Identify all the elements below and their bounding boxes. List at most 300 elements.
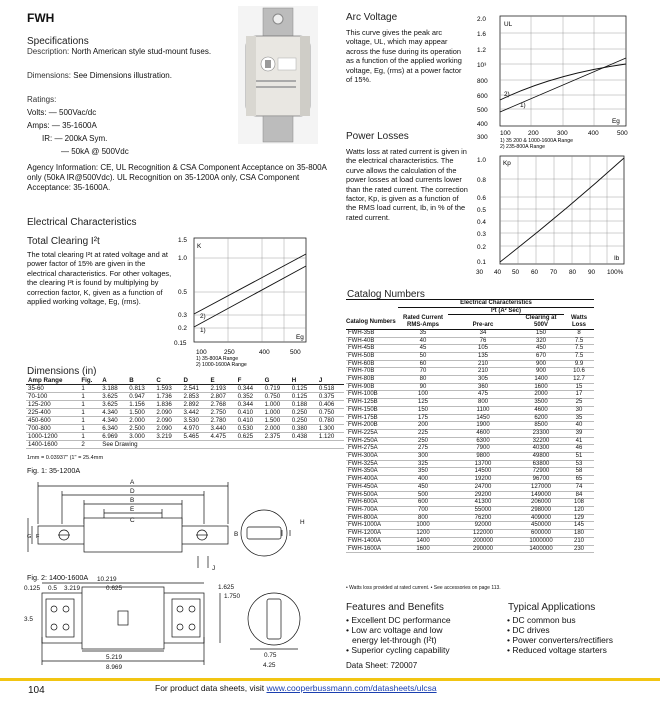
ul-xtick-500: 500 — [617, 130, 628, 137]
catalog-heading: Catalog Numbers — [347, 289, 425, 300]
fig1-caption: Fig. 1: 35-1200A — [27, 466, 81, 475]
rating-ir-dc: — 50kA @ 500Vdc — [61, 147, 129, 156]
dimension-cell: 3.440 — [210, 425, 226, 432]
feature-item: • Superior cycling capability — [346, 645, 450, 655]
catalog-cell: FWH-70B — [348, 368, 375, 375]
fig1-letter-e: E — [130, 506, 135, 513]
fig2-dim-5219: 5.219 — [106, 654, 122, 661]
catalog-cell: 250 — [417, 437, 428, 444]
dimension-cell: 0.719 — [264, 385, 281, 392]
dimension-cell: 125-200 — [28, 401, 51, 408]
catalog-cell: FWH-175B — [348, 414, 378, 421]
dimension-cell: 1.500 — [264, 417, 281, 424]
catalog-i2t-header: I²t (A² Sec) — [448, 307, 564, 315]
catalog-cell: 63800 — [532, 460, 550, 467]
catalog-row — [346, 399, 594, 407]
dimension-cell: 3.625 — [102, 393, 118, 400]
catalog-cell: FWH-90B — [348, 383, 375, 390]
dimension-cell: 1.736 — [156, 393, 172, 400]
fig2-dim-0125: 0.125 — [24, 585, 40, 592]
catalog-cell: 41300 — [474, 499, 492, 506]
kp-tick-1: 0.8 — [477, 177, 486, 184]
catalog-cell: 6200 — [534, 414, 548, 421]
fig2-dim-1750: 1.750 — [224, 593, 240, 600]
catalog-cell: FWH-80B — [348, 376, 375, 383]
kp-xtick-7: 100% — [607, 269, 624, 276]
catalog-cell: 129 — [573, 514, 584, 521]
dimension-cell: 3.188 — [102, 385, 118, 392]
catalog-cell: 400 — [417, 476, 428, 483]
catalog-cell: FWH-100B — [348, 391, 378, 398]
fig2-dim-05: 0.5 — [48, 585, 57, 592]
kp-xlabel: Ib — [614, 255, 620, 262]
kp-xtick-2: 50 — [512, 269, 520, 276]
catalog-row — [346, 483, 594, 491]
catalog-cell: 9800 — [476, 453, 490, 460]
catalog-cell: FWH-350A — [348, 468, 378, 475]
fig2-caption: Fig. 2: 1400-1600A — [27, 573, 89, 582]
k-curve-label-2: 2) — [200, 313, 206, 320]
k-tick-0.15: 0.15 — [174, 340, 187, 347]
kp-xtick-3: 60 — [531, 269, 539, 276]
catalog-cell: 65 — [575, 476, 583, 483]
catalog-cell: 15 — [575, 383, 583, 390]
catalog-row — [346, 376, 594, 384]
catalog-row — [346, 514, 594, 522]
dimension-row — [26, 385, 344, 393]
ul-xtick-100: 100 — [500, 130, 511, 137]
ul-tick-0: 2.0 — [477, 16, 486, 23]
ul-tick-3: 10³ — [477, 62, 487, 69]
catalog-cell: 96700 — [532, 476, 550, 483]
catalog-row — [346, 345, 594, 353]
dimension-cell: 0.188 — [291, 401, 308, 408]
catalog-cell: 1200 — [416, 530, 430, 537]
fig2-dim-8969: 8.969 — [106, 664, 122, 671]
kp-xtick-4: 70 — [550, 269, 558, 276]
catalog-cell: 6300 — [476, 437, 490, 444]
catalog-cell: 7.5 — [574, 337, 584, 344]
dimension-cell: 4.340 — [102, 409, 118, 416]
catalog-row — [346, 329, 594, 337]
dimension-cell: 3.000 — [129, 433, 145, 440]
page-number: 104 — [28, 685, 45, 696]
catalog-cell: FWH-225A — [348, 429, 378, 436]
catalog-row — [346, 429, 594, 437]
dimension-cell: 2.375 — [264, 433, 281, 440]
dimensions-note: 1mm = 0.03937" (1" = 25.4mm — [27, 455, 104, 461]
kp-series-line — [500, 158, 624, 262]
dimension-row — [26, 441, 344, 449]
catalog-cell: 13700 — [474, 460, 492, 467]
features-list — [346, 615, 451, 655]
catalog-cell: 24700 — [474, 483, 492, 490]
catalog-cell: 50 — [419, 352, 427, 359]
catalog-cell: 150 — [535, 329, 546, 336]
kp-ylabel: Kp — [503, 160, 511, 167]
catalog-cell: 305 — [477, 376, 488, 383]
fig1-letter-j: J — [212, 565, 216, 572]
ul-xtick-400: 400 — [588, 130, 599, 137]
catalog-cell: FWH-1600A — [348, 545, 382, 552]
k-xtick-500: 500 — [290, 349, 301, 356]
catalog-cell: FWH-400A — [348, 476, 378, 483]
catalog-cell: 72900 — [532, 468, 550, 475]
catalog-cell: 1100 — [476, 406, 490, 413]
k-legend-2: 2) 1000-1600A Range — [196, 362, 247, 368]
kp-tick-5: 0.3 — [477, 231, 486, 238]
dimension-cell: 0.250 — [291, 417, 308, 424]
catalog-cell: 298000 — [530, 506, 552, 513]
catalog-row — [346, 530, 594, 538]
catalog-cell: 84 — [575, 491, 583, 498]
dimension-cell: 5.465 — [183, 433, 199, 440]
catalog-cell: 475 — [477, 391, 488, 398]
catalog-cell: 200 — [417, 422, 428, 429]
dimension-row — [26, 409, 344, 417]
catalog-cell: 53 — [575, 460, 583, 467]
dimension-cell: 0.125 — [291, 393, 308, 400]
power-losses-chart — [474, 152, 634, 280]
fig1-letter-f: F — [36, 534, 40, 540]
catalog-cell: FWH-1000A — [348, 522, 382, 529]
dimension-cell: 6.969 — [102, 433, 118, 440]
rating-ir-sym: IR: — 200kA Sym. — [42, 134, 108, 143]
catalog-cell: 17 — [575, 391, 583, 398]
kp-xtick-5: 80 — [569, 269, 577, 276]
k-tick-1.5: 1.5 — [178, 237, 187, 244]
catalog-cell: FWH-1200A — [348, 530, 382, 537]
catalog-row — [346, 406, 594, 414]
catalog-cell: FWH-200B — [348, 422, 378, 429]
catalog-cell: FWH-40B — [348, 337, 375, 344]
features-heading: Features and Benefits — [346, 602, 444, 613]
specifications-heading: Specifications — [27, 36, 89, 47]
agency-information: Agency Information: CE, UL Recognition & CSA Component Acceptance on 35-800A only (50kA IR@500Vdc). UL Recognition on 35-1200A only, CSA Component Acceptance: 35-1600A. — [27, 163, 327, 192]
dimension-row — [26, 425, 344, 433]
catalog-cell: 1600 — [416, 545, 430, 552]
k-xtick-400: 400 — [259, 349, 270, 356]
catalog-cell: 275 — [417, 445, 428, 452]
datasheet-number: Data Sheet: 720007 — [346, 661, 418, 670]
dimension-cell: 0.344 — [237, 385, 254, 392]
catalog-cell: 90 — [419, 383, 427, 390]
catalog-cell: 19200 — [474, 476, 492, 483]
ul-tick-2: 1.2 — [477, 47, 486, 54]
dim-col-g: G — [264, 377, 270, 384]
kp-xtick-0: 30 — [476, 269, 484, 276]
dim-col-e: E — [210, 377, 215, 384]
dimension-cell: 2.090 — [156, 425, 172, 432]
catalog-row — [346, 414, 594, 422]
catalog-cell: 105 — [477, 345, 488, 352]
catalog-cell: 150 — [417, 406, 428, 413]
catalog-cell: 1000 — [416, 522, 430, 529]
catalog-cell: 900 — [535, 360, 546, 367]
dimension-cell: 1 — [81, 433, 85, 440]
catalog-cell: FWH-150B — [348, 406, 378, 413]
catalog-row — [346, 352, 594, 360]
catalog-cell: 1400000 — [529, 545, 553, 552]
k-curve-label-1: 1) — [200, 327, 206, 334]
k-tick-0.3: 0.3 — [178, 312, 187, 319]
catalog-cell: 32200 — [532, 437, 550, 444]
catalog-group-header: Electrical Characteristics — [398, 300, 594, 308]
catalog-cell: 80 — [419, 376, 427, 383]
dimension-cell: 0.410 — [237, 417, 254, 424]
catalog-cell: 34 — [479, 329, 487, 336]
dimension-cell: 0.344 — [237, 401, 254, 408]
dimension-cell: 2.000 — [129, 417, 145, 424]
catalog-cell: 225 — [417, 429, 428, 436]
dim-col-f: F — [237, 377, 242, 384]
ul-tick-1: 1.6 — [477, 31, 486, 38]
dim-col-fig: Fig. — [81, 377, 93, 384]
dimension-cell: 450-600 — [28, 417, 51, 424]
catalog-col-clearing: Clearing at 500V — [525, 315, 557, 329]
catalog-cell: 12.7 — [573, 376, 585, 383]
catalog-cell: 200000 — [472, 537, 494, 544]
dimension-cell: 2.193 — [210, 385, 226, 392]
kp-tick-6: 0.2 — [477, 244, 486, 251]
ul-curve-label-1: 1) — [520, 102, 526, 109]
dimension-cell: 1 — [81, 409, 85, 416]
catalog-cell: 206000 — [530, 499, 552, 506]
dimension-cell: 0.438 — [291, 433, 308, 440]
dimension-cell: 2.892 — [183, 401, 199, 408]
catalog-cell: 1450 — [476, 414, 490, 421]
dimension-cell: 2.541 — [183, 385, 199, 392]
application-item: • DC drives — [507, 625, 550, 635]
catalog-cell: 39 — [575, 429, 583, 436]
catalog-cell: 10.6 — [573, 368, 585, 375]
ratings-label: Ratings: — [27, 95, 57, 104]
power-losses-text: Watts loss at rated current is given in the electrical characteristics. The curve allows the calculation of the power losses at load currents lower than the rated current. The correction factor, Kp, is given as a function of the RMS load current, Ib, in % of the rated current. — [346, 147, 468, 222]
dim-col-b: B — [129, 377, 134, 384]
catalog-row — [346, 360, 594, 368]
footer-text — [155, 683, 437, 693]
catalog-cell: FWH-250A — [348, 437, 378, 444]
dimension-cell: 0.750 — [318, 409, 335, 416]
arc-voltage-chart — [474, 12, 634, 157]
kp-tick-0: 1.0 — [477, 157, 486, 164]
fig1-letter-g: G — [27, 534, 32, 540]
dimension-cell: 1000-1200 — [28, 433, 58, 440]
catalog-cell: 450000 — [530, 522, 552, 529]
dimensions-text: See Dimensions illustration. — [73, 71, 172, 80]
description-text: North American style stud-mount fuses. — [71, 47, 212, 56]
fig2-dim-0625: 0.625 — [106, 585, 122, 592]
kp-tick-4: 0.4 — [477, 219, 486, 226]
dimension-cell: 0.375 — [318, 393, 335, 400]
dimension-cell: 3.442 — [183, 409, 199, 416]
catalog-cell: 108 — [573, 499, 584, 506]
electrical-heading: Electrical Characteristics — [27, 217, 137, 228]
catalog-cell: 800 — [477, 399, 488, 406]
catalog-row — [346, 445, 594, 453]
catalog-cell: 35 — [419, 329, 427, 336]
dimension-cell: 1.156 — [129, 401, 145, 408]
catalog-cell: FWH-325A — [348, 460, 378, 467]
arc-voltage-text: This curve gives the peak arc voltage, UL, which may appear across the fuse during its operation as a function of the applied working voltage, Eg, (rms) at a power factor of 15%. — [346, 28, 462, 85]
dimension-cell: 2.853 — [183, 393, 199, 400]
catalog-cell: 409000 — [530, 514, 552, 521]
catalog-row — [346, 368, 594, 376]
fig2-dim-425: 4.25 — [263, 662, 276, 669]
catalog-cell: 46 — [575, 445, 583, 452]
dimension-cell: 1.593 — [156, 385, 172, 392]
catalog-cell: 92000 — [474, 522, 492, 529]
dimension-cell: 1 — [81, 417, 85, 424]
k-factor-chart — [172, 232, 342, 367]
catalog-row — [346, 437, 594, 445]
dim-col-h: H — [291, 377, 297, 384]
catalog-row — [346, 476, 594, 484]
fig1-letter-c: C — [130, 517, 135, 524]
dimension-cell: 1 — [81, 401, 85, 408]
dimensions-heading: Dimensions (in) — [27, 366, 97, 377]
catalog-row — [346, 391, 594, 399]
catalog-cell: 210 — [477, 360, 488, 367]
fig1-letter-d: D — [130, 488, 135, 495]
fig2-dim-075: 0.75 — [264, 652, 277, 659]
dimension-cell: 1.000 — [264, 401, 281, 408]
catalog-cell: 127000 — [530, 483, 552, 490]
catalog-cell: 4600 — [534, 406, 548, 413]
dimensions-table-body — [26, 385, 344, 449]
catalog-cell: 14500 — [474, 468, 492, 475]
dimension-cell: 0.625 — [237, 433, 254, 440]
k-xtick-250: 250 — [224, 349, 235, 356]
ul-legend-1: 1) 35 200 & 1000-1600A Range — [500, 138, 573, 144]
catalog-cell: FWH-45B — [348, 345, 375, 352]
k-tick-0.5: 0.5 — [178, 289, 187, 296]
dim-col-d: D — [183, 377, 188, 384]
catalog-cell: 500 — [417, 491, 428, 498]
dimension-cell: 2.090 — [156, 417, 172, 424]
catalog-cell: 7900 — [476, 445, 490, 452]
k-series-1-line — [194, 254, 306, 314]
dim-col-a: A — [102, 377, 107, 384]
ul-tick-8: 300 — [477, 134, 488, 141]
ul-ylabel: UL — [504, 21, 513, 28]
dimension-cell: 4.970 — [183, 425, 199, 432]
page-title: FWH — [27, 11, 55, 25]
catalog-cell: 175 — [417, 414, 428, 421]
dimension-cell: 0.410 — [237, 409, 254, 416]
catalog-cell: 3500 — [534, 399, 548, 406]
catalog-cell: 1600 — [534, 383, 548, 390]
catalog-row — [346, 337, 594, 345]
dimension-cell: 2.090 — [156, 409, 172, 416]
dim-col-c: C — [156, 377, 161, 384]
catalog-cell: 23300 — [532, 429, 550, 436]
catalog-cell: 49800 — [532, 453, 550, 460]
catalog-cell: 300 — [417, 453, 428, 460]
catalog-table — [346, 299, 594, 553]
catalog-cell: 230 — [573, 545, 584, 552]
dimension-cell: 1 — [81, 425, 85, 432]
dimension-cell: 0.125 — [291, 385, 308, 392]
catalog-footnote: • Watts loss provided at rated current. • See accessories on page 113. — [346, 585, 501, 591]
fig2-drawing — [24, 577, 336, 669]
catalog-row — [346, 506, 594, 514]
catalog-cell: 40 — [575, 422, 583, 429]
fig1-letter-a: A — [130, 479, 135, 486]
dimension-row — [26, 401, 344, 409]
catalog-cell: 100 — [417, 391, 428, 398]
catalog-cell: FWH-60B — [348, 360, 375, 367]
catalog-table-body — [346, 329, 594, 552]
catalog-cell: FWH-275A — [348, 445, 378, 452]
application-item: • Power converters/rectifiers — [507, 635, 613, 645]
catalog-cell: 135 — [477, 352, 488, 359]
catalog-cell: 55000 — [474, 506, 492, 513]
catalog-cell: 180 — [573, 530, 584, 537]
catalog-cell: 76 — [479, 337, 487, 344]
catalog-row — [346, 468, 594, 476]
catalog-cell: 125 — [417, 399, 428, 406]
catalog-cell: 41 — [575, 437, 583, 444]
catalog-cell: 290000 — [472, 545, 494, 552]
fig1-letter-b2: B — [234, 531, 239, 538]
catalog-row — [346, 383, 594, 391]
description-label: Description: — [27, 47, 70, 56]
dimension-cell: 3.530 — [183, 417, 199, 424]
dimension-cell: 1400-1600 — [28, 441, 58, 448]
dimension-cell: 0.380 — [291, 425, 308, 432]
dimension-row — [26, 433, 344, 441]
fig2-dim-3219: 3.219 — [64, 585, 80, 592]
catalog-cell: 700 — [417, 506, 428, 513]
catalog-cell: 70 — [419, 368, 427, 375]
dimension-cell: 3.625 — [102, 401, 118, 408]
dimension-cell: 35-60 — [28, 385, 44, 392]
clearing-heading: Total Clearing I²t — [27, 236, 100, 247]
ul-curve-label-2: 2) — [504, 91, 510, 98]
dimension-cell: 1.300 — [318, 425, 335, 432]
k-series-2-line — [194, 266, 306, 327]
dimension-cell: 2.807 — [210, 393, 226, 400]
catalog-cell: 9.9 — [574, 360, 584, 367]
dimension-cell: 3.219 — [156, 433, 172, 440]
catalog-cell: 58 — [575, 468, 583, 475]
fig2-dim-10219: 10.219 — [97, 576, 117, 583]
dimension-row — [26, 393, 344, 401]
dimension-cell: 0.250 — [291, 409, 308, 416]
fig1-letter-h: H — [300, 519, 305, 526]
dimension-cell: 1.500 — [129, 409, 145, 416]
catalog-cell: FWH-1400A — [348, 537, 382, 544]
dimension-cell: 2.780 — [210, 417, 226, 424]
catalog-cell: 51 — [575, 453, 583, 460]
fuse-product-image — [238, 6, 318, 144]
catalog-cell: 8 — [577, 329, 581, 336]
datasheets-link[interactable]: www.cooperbussmann.com/datasheets/ulcsa — [266, 683, 437, 693]
catalog-cell: 1400 — [416, 537, 430, 544]
dimension-cell: 2.000 — [264, 425, 281, 432]
catalog-cell: 320 — [535, 337, 546, 344]
dimension-cell: 0.947 — [129, 393, 145, 400]
dimensions-table — [26, 377, 344, 449]
catalog-cell: 350 — [417, 468, 428, 475]
rating-amps: Amps: — 35-1600A — [27, 121, 97, 130]
catalog-cell: 145 — [573, 522, 584, 529]
catalog-cell: FWH-300A — [348, 453, 378, 460]
catalog-cell: FWH-35B — [348, 329, 375, 336]
catalog-cell: FWH-450A — [348, 483, 378, 490]
k-ylabel: K — [197, 243, 202, 250]
